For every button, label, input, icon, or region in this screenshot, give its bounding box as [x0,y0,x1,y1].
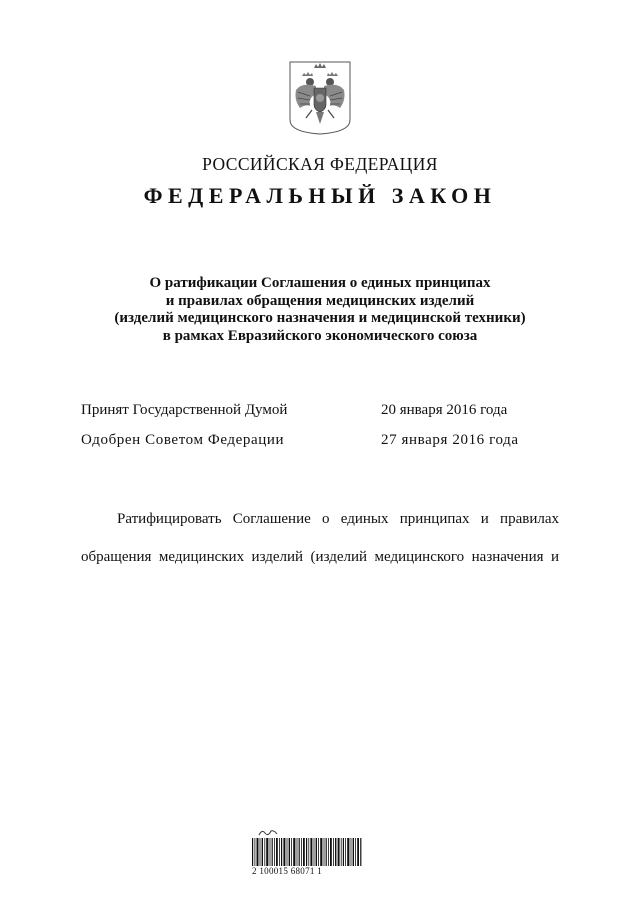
adoption-label: Принят Государственной Думой [81,402,288,418]
law-title [0,275,640,345]
law-title-line: в рамках Евразийского экономического союза [162,327,478,344]
handwritten-mark-icon [258,827,278,837]
document-type-heading: ФЕДЕРАЛЬНЫЙ ЗАКОН [143,183,497,208]
adoption-date: 27 января 2016 года [381,432,519,448]
body-line: Ратифицировать Соглашение о единых принципах и правилах [117,511,559,527]
law-title-line: О ратификации Соглашения о единых принципах [149,275,491,291]
country-heading: РОССИЙСКАЯ ФЕДЕРАЦИЯ [202,154,438,174]
adoption-label: Одобрен Советом Федерации [81,432,285,448]
law-title-line: (изделий медицинского назначения и медицинской техники) [114,310,526,326]
body-line: обращения медицинских изделий (изделий медицинского назначения и [81,549,559,565]
law-title-line: и правилах обращения медицинских изделий [165,292,475,309]
barcode-icon [252,838,362,866]
adoption-date: 20 января 2016 года [381,402,508,418]
barcode-number: 2 100015 68071 1 [252,866,323,876]
coat-of-arms-emblem-icon [288,60,352,136]
law-body-text [81,500,559,576]
